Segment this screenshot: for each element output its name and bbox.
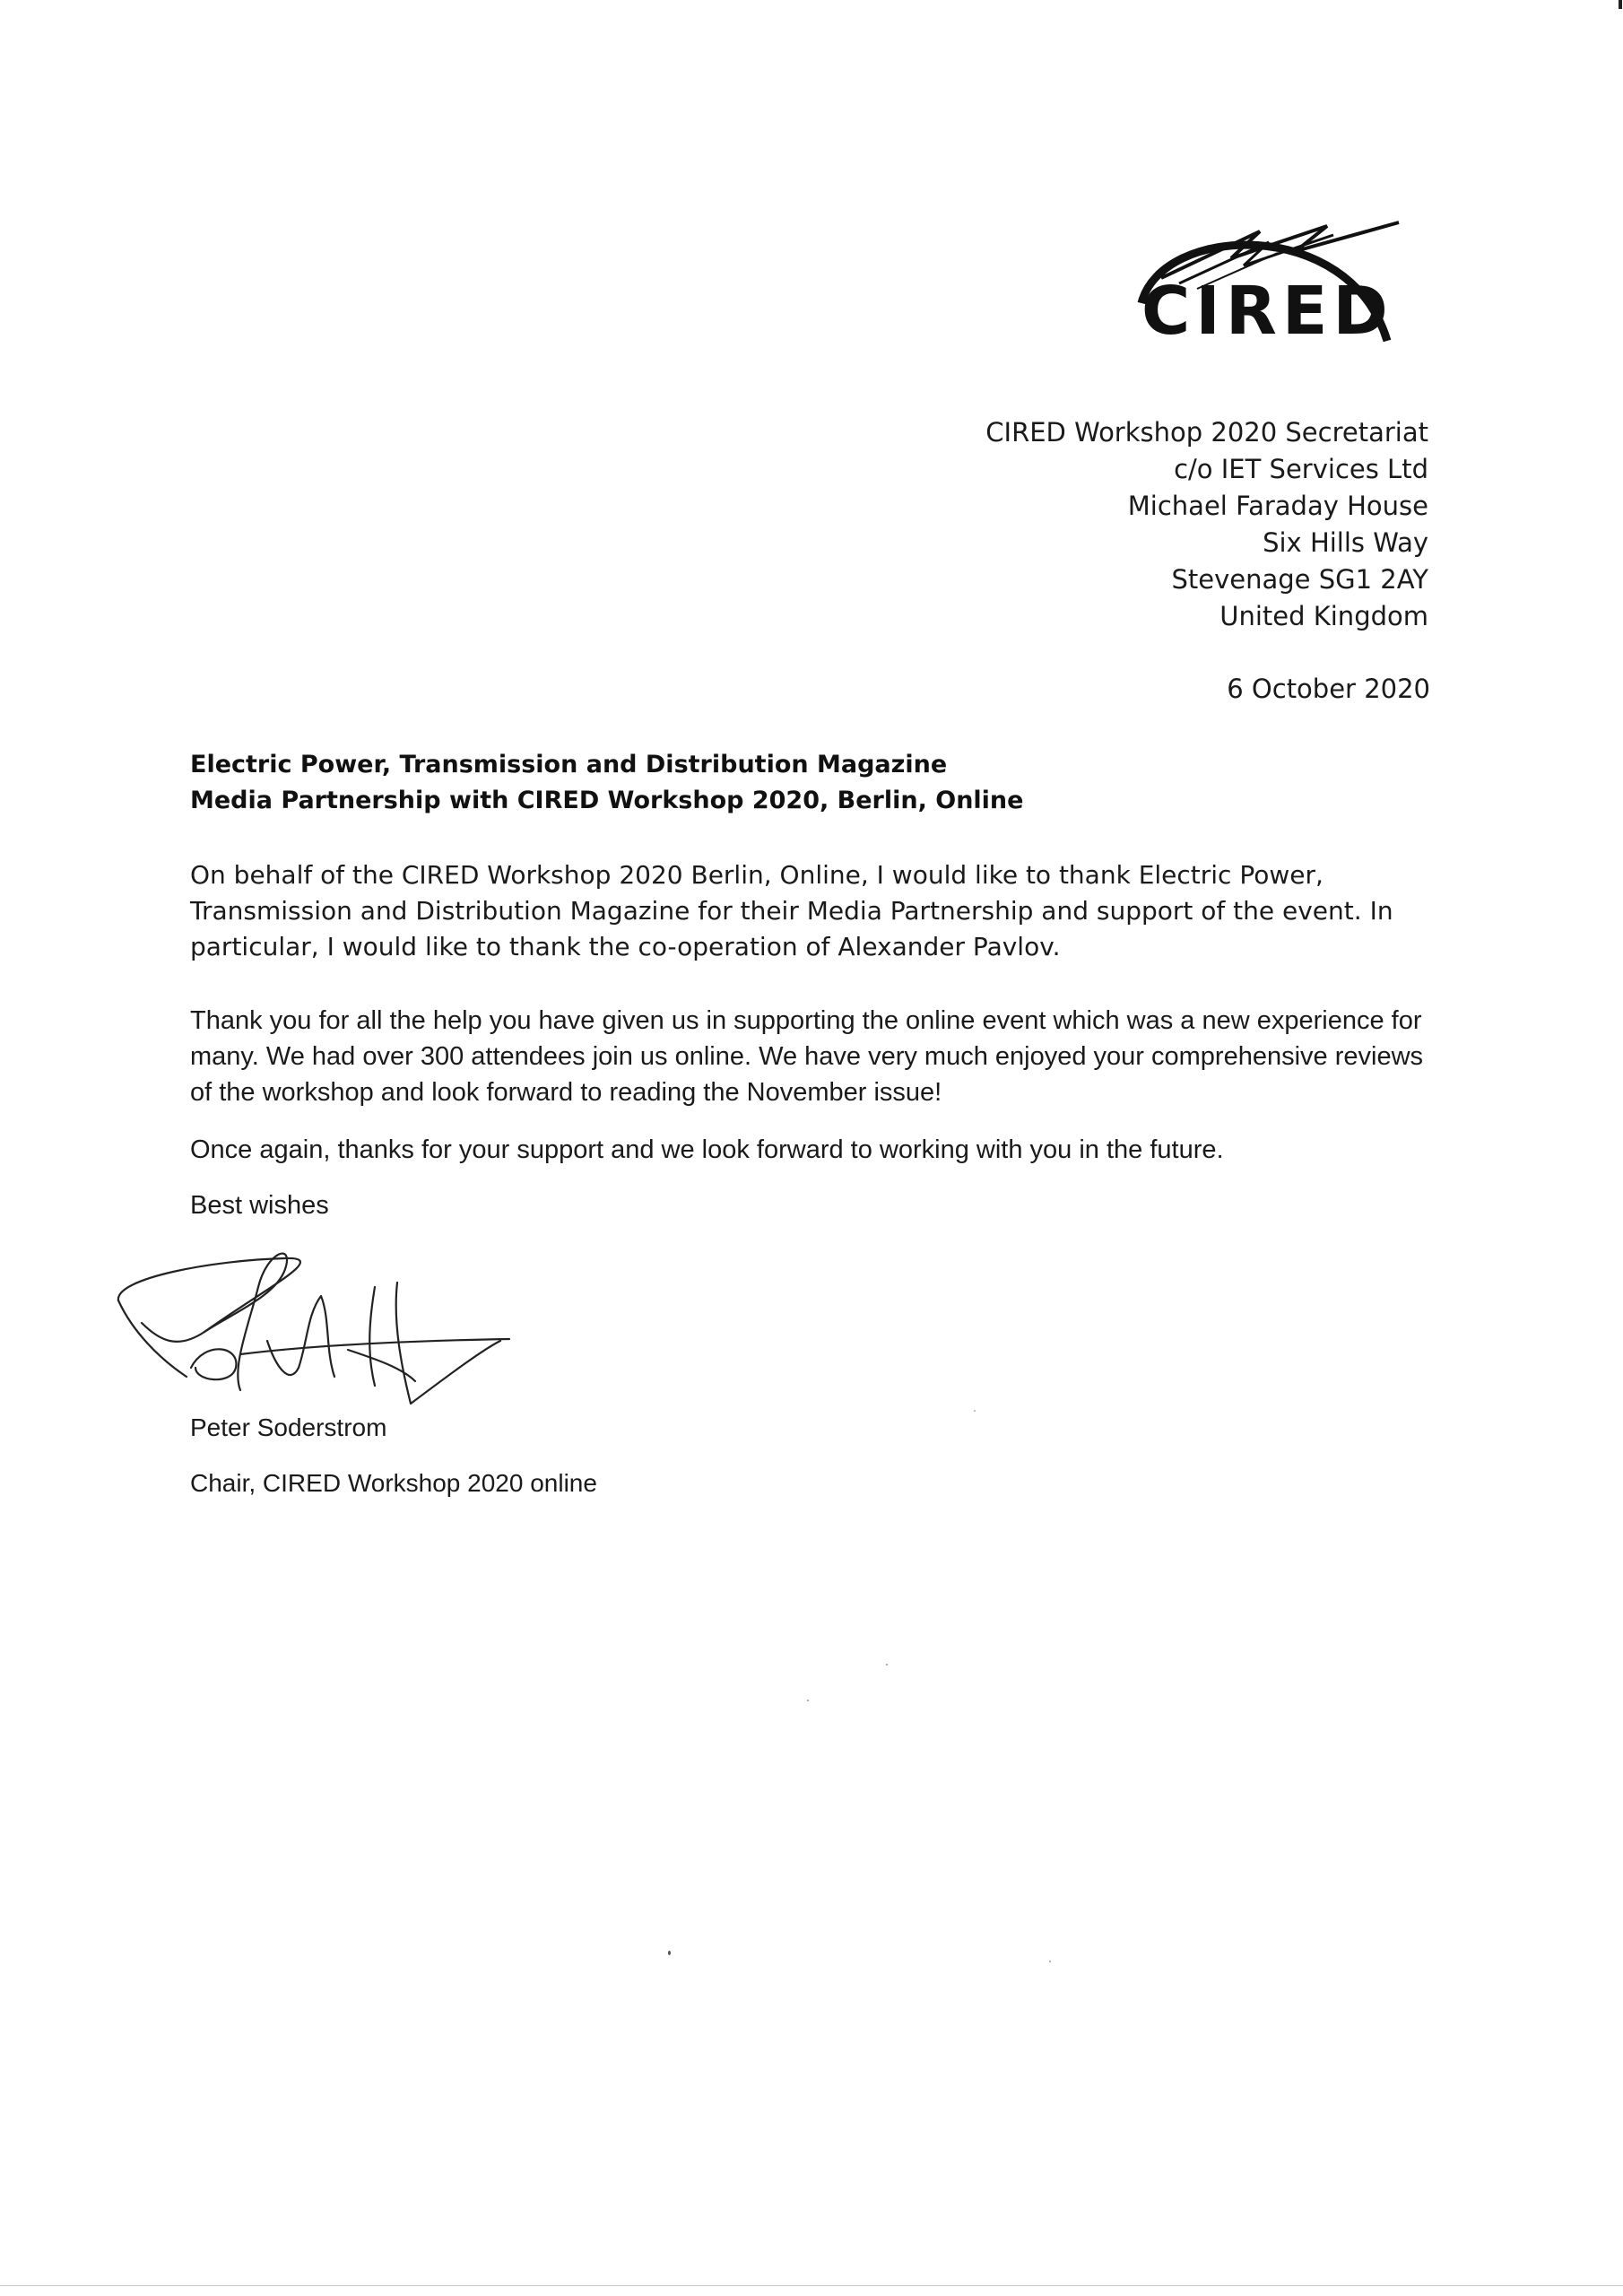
address-line: Michael Faraday House	[1127, 491, 1428, 521]
letter-subject	[190, 747, 1023, 819]
subject-line: Electric Power, Transmission and Distribution Magazine	[190, 751, 948, 778]
scan-speck	[1049, 1961, 1051, 1962]
address-line: Six Hills Way	[1263, 527, 1428, 558]
cired-logo-text: CIRED	[1141, 273, 1393, 350]
body-paragraph: Thank you for all the help you have given us in supporting the online event which was a new experience for many. We had over 300 attendees join us online. We have very much enjoyed your comprehensive reviews of the workshop and look forward to reading the November issue!	[190, 1006, 1424, 1107]
page-edge-line	[0, 2285, 1623, 2286]
scan-speck	[974, 1410, 976, 1412]
cired-logo	[1125, 206, 1403, 363]
scan-speck	[668, 1951, 671, 1955]
letter-date: 6 October 2020	[1227, 674, 1430, 704]
address-line: CIRED Workshop 2020 Secretariat	[985, 417, 1428, 448]
scan-speck	[807, 1700, 809, 1701]
signer-name: Peter Soderstrom	[190, 1413, 387, 1441]
address-line: Stevenage SG1 2AY	[1171, 564, 1428, 595]
body-paragraph: Once again, thanks for your support and we look forward to working with you in the future.	[190, 1135, 1224, 1164]
scan-speck	[1619, 0, 1622, 9]
body-paragraph: On behalf of the CIRED Workshop 2020 Berlin, Online, I would like to thank Electric Power, Transmission and Distribution Magazine for their Media Partnership and support of the event. In particular, I would like to thank the co-operation of Alexander Pavlov.	[190, 860, 1393, 961]
address-line: c/o IET Services Ltd	[1174, 454, 1428, 484]
closing-text: Best wishes	[190, 1191, 329, 1220]
handwritten-signature	[106, 1233, 518, 1413]
scan-speck	[886, 1664, 888, 1665]
address-line: United Kingdom	[1219, 601, 1428, 631]
sender-address	[985, 414, 1428, 635]
subject-line: Media Partnership with CIRED Workshop 2020, Berlin, Online	[190, 787, 1024, 814]
signer-title: Chair, CIRED Workshop 2020 online	[190, 1469, 597, 1497]
